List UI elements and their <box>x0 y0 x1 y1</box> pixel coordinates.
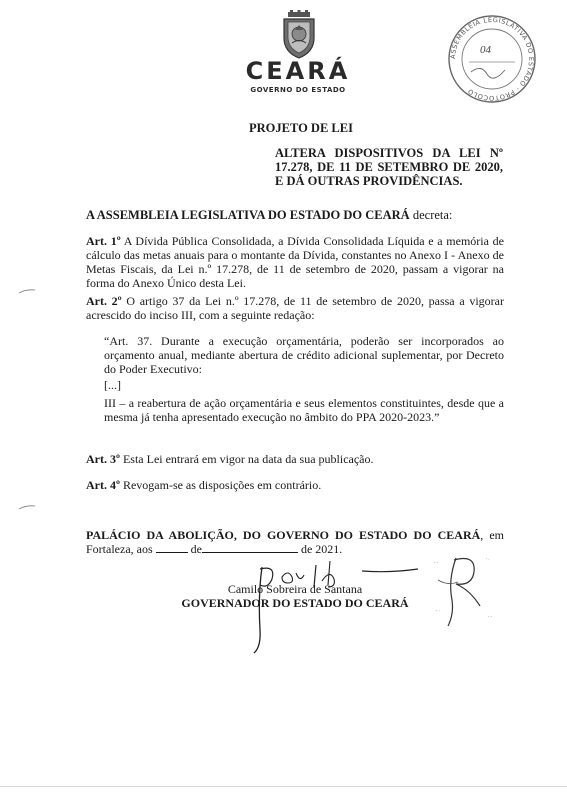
protocol-stamp-icon <box>447 14 537 104</box>
stamp-ring-text: ASSEMBLEIA LEGISLATIVA DO ESTADO · PROTOCOLO <box>448 15 536 103</box>
header-logo-subtitle: GOVERNO DO ESTADO <box>250 86 346 94</box>
quote-inciso: III – a reabertura de ação orçamentária e seus elementos constituintes, desde que a mesma já tenha apresentado execução no âmbito do PPA 2020-2023.” <box>104 396 504 424</box>
month-blank <box>202 542 298 553</box>
preamble-bold: A ASSEMBLEIA LEGISLATIVA DO ESTADO DO CEARÁ <box>86 208 410 222</box>
preamble <box>86 208 452 223</box>
article-4-text: Revogam-se as disposições em contrário. <box>119 478 322 492</box>
article-2-text: O artigo 37 da Lei n.º 17.278, de 11 de setembro de 2020, passa a vigorar acrescido do inciso III, com a seguinte redação: <box>86 294 505 322</box>
article-3-label: Art. 3º <box>86 452 120 466</box>
margin-tick-mark <box>18 504 36 510</box>
signer-name: Camilo Sobreira de Santana <box>227 582 363 596</box>
article-4-label: Art. 4º <box>86 478 120 492</box>
article-3 <box>86 452 504 466</box>
article-1-label: Art. 1º <box>86 234 121 248</box>
closing-bold: PALÁCIO DA ABOLIÇÃO, DO GOVERNO DO ESTADO DO CEARÁ <box>86 528 481 542</box>
closing-rest-3: de 2021. <box>300 542 343 556</box>
page-bottom-rule <box>0 786 567 787</box>
preamble-rest: decreta: <box>409 208 453 222</box>
state-crest-icon <box>278 10 320 60</box>
closing-rest-2: de <box>190 542 202 556</box>
quote-ellipsis: [...] <box>104 378 121 392</box>
article-1-text: A Dívida Pública Consolidada, a Dívida Consolidada Líquida e a memória de cálculo das metas anuais para o montante da Dívida, constantes no Anexo I - Anexo de Metas Fiscais, da Lei n.º 17.278, de 11 de setembro de 2020, passam a vigorar na forma do Anexo Único desta Lei. <box>86 234 504 290</box>
article-4 <box>86 478 504 492</box>
article-3-text: Esta Lei entrará em vigor na data da sua publicação. <box>119 452 374 466</box>
article-2-label: Art. 2º <box>86 294 122 308</box>
closing-rest-1: , em Fortaleza, aos <box>86 528 504 556</box>
margin-tick-mark <box>18 288 36 294</box>
day-blank <box>156 542 188 553</box>
stamp-number: 04 <box>480 44 491 56</box>
document-ementa: ALTERA DISPOSITIVOS DA LEI Nº 17.278, DE 11 DE SETEMBRO DE 2020, E DÁ OUTRAS PROVIDÊNCIAS. <box>275 146 503 188</box>
document-type: PROJETO DE LEI <box>249 121 353 135</box>
article-1 <box>86 234 504 290</box>
header-logo-word: CEARÁ <box>245 57 351 85</box>
quote-caput: “Art. 37. Durante a execução orçamentária, poderão ser incorporados ao orçamento anual, mediante abertura de crédito adicional suplementar, por Decreto do Poder Executivo: <box>104 334 504 376</box>
signer-title: GOVERNADOR DO ESTADO DO CEARÁ <box>181 596 409 610</box>
article-2 <box>86 294 504 322</box>
